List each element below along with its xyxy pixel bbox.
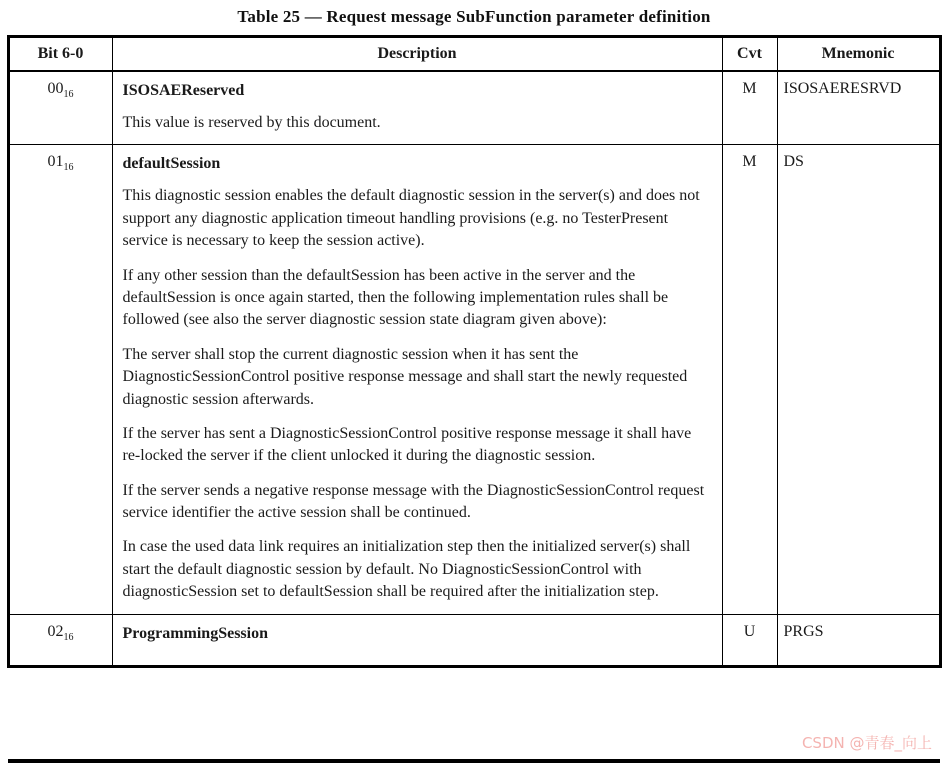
header-cvt: Cvt [722, 37, 777, 72]
description-paragraph: This value is reserved by this document. [122, 114, 381, 131]
header-mnemonic: Mnemonic [777, 37, 940, 72]
cvt-value: M [722, 145, 777, 614]
description-cell [112, 145, 722, 614]
description-paragraph: If the server has sent a DiagnosticSessionControl positive response message it shall have re-locked the server if the client unlocked it during the diagnostic session. [122, 424, 692, 465]
table-row-00 [8, 71, 940, 145]
watermark: CSDN @青春_向上 [801, 734, 932, 752]
cvt-value: M [722, 71, 777, 145]
mnemonic-value: DS [777, 145, 940, 614]
description-paragraph: The server shall stop the current diagnostic session when it has sent the DiagnosticSessionControl positive response message and shall start the newly requested diagnostic session afterwards. [122, 345, 688, 408]
parameter-name: defaultSession [122, 155, 221, 173]
bit-base-subscript: 16 [63, 631, 74, 643]
description-paragraph: If the server sends a negative response message with the DiagnosticSessionControl request service identifier the active session shall be continued. [122, 481, 705, 522]
bit-value [8, 71, 112, 145]
bit-number: 02 [47, 622, 64, 640]
description-paragraph: If any other session than the defaultSession has been active in the server and the defaultSession is once again started, then the following implementation rules shall be followed (see also the server diagnostic session state diagram given above): [122, 266, 669, 329]
mnemonic-value: ISOSAERESRVD [777, 71, 940, 145]
mnemonic-value: PRGS [777, 614, 940, 666]
cvt-value: U [722, 614, 777, 666]
header-description: Description [112, 37, 722, 72]
bit-value [8, 614, 112, 666]
parameter-name: ProgrammingSession [122, 624, 268, 642]
bit-number: 00 [47, 80, 64, 97]
description-paragraph: In case the used data link requires an initialization step then the initialized server(s) shall start the default diagnostic session by default. No DiagnosticSessionControl with diagnosticSession set to defaultSession shall be required after the initialization step. [122, 538, 691, 601]
table-body [8, 71, 940, 666]
bit-number: 01 [47, 153, 64, 171]
bit-value [8, 145, 112, 614]
header-bit: Bit 6-0 [8, 37, 112, 72]
page-title: Table 25 — Request message SubFunction parameter definition [237, 7, 711, 26]
parameter-name: ISOSAEReserved [122, 82, 245, 99]
parameter-table [7, 35, 942, 668]
bit-base-subscript: 16 [63, 89, 74, 101]
table-bottom-border [8, 759, 940, 763]
table-header [8, 37, 940, 72]
description-cell [112, 614, 722, 666]
bit-base-subscript: 16 [63, 162, 74, 174]
description-cell [112, 71, 722, 145]
table-row-02 [8, 614, 940, 666]
table-row-01 [8, 145, 940, 614]
description-paragraph: This diagnostic session enables the default diagnostic session in the server(s) and does not support any diagnostic application timeout handling provisions (e.g. no TesterPresent service is necessary to keep the session active). [122, 187, 700, 250]
